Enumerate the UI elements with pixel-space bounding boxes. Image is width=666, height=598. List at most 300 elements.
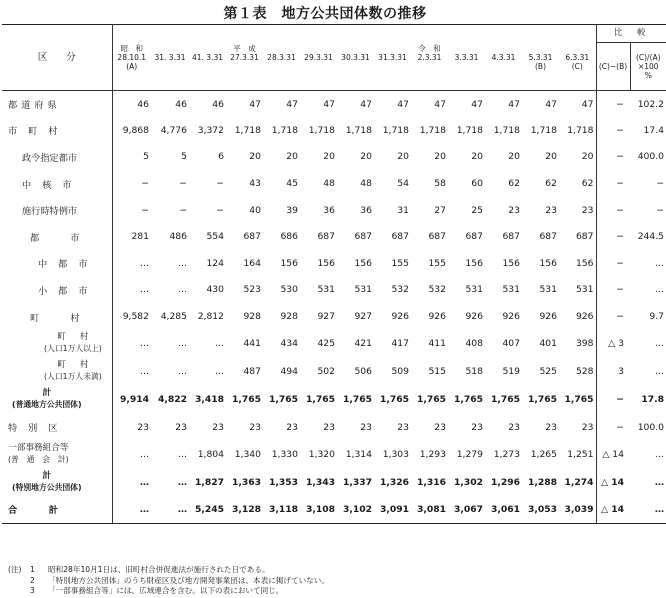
header-ratio [630, 43, 666, 91]
cell-value: 20 [545, 151, 557, 163]
cell-value: 3,081 [416, 503, 446, 515]
cell-value: 518 [465, 366, 483, 378]
cell-diff: − [616, 231, 624, 243]
header-date: 27.3.31 [230, 53, 259, 62]
cell-value: 20 [360, 151, 372, 163]
header-ratio-line: (C)/(A) [635, 53, 661, 62]
cell-value: 687 [428, 231, 446, 243]
row-label-sub: (普 通 会 計) [8, 454, 69, 464]
cell-value: 3,118 [268, 503, 298, 515]
cell-value: 46 [137, 98, 149, 110]
cell-value: 47 [471, 98, 483, 110]
footnote-text: 「特別地方公共団体」のうち財産区及び地方開発事業団は、本表に掲げていない。 [48, 575, 329, 585]
cell-value: … [139, 257, 149, 269]
header-date-col [337, 25, 374, 91]
header-date-col [411, 25, 448, 91]
cell-value: 4,285 [160, 311, 187, 323]
cell-value: 23 [434, 421, 446, 433]
cell-value: 47 [434, 98, 446, 110]
footnote-line [8, 565, 329, 576]
cell-value: 1,804 [197, 448, 224, 460]
cell-value: 2,812 [197, 311, 224, 323]
cell-diff: − [616, 394, 624, 406]
cell-value: 1,765 [379, 394, 409, 406]
cell-value: 23 [559, 197, 596, 224]
cell-value: 3,091 [379, 503, 409, 515]
cell-value: … [139, 448, 149, 460]
row-label-text: 小 都 市 [38, 285, 92, 297]
cell-diff: − [616, 257, 624, 269]
cell-diff: △ 14 [600, 476, 624, 488]
cell-value: 20 [323, 151, 335, 163]
table-row [2, 468, 666, 496]
cell-value: 1,718 [419, 124, 446, 136]
cell-value: … [177, 338, 187, 350]
cell-value: − [179, 178, 187, 190]
row-label-text: 中 都 市 [38, 259, 92, 271]
cell-value: 1,293 [419, 448, 446, 460]
cell-value: 1,302 [453, 476, 483, 488]
cell-value: 1,765 [453, 394, 483, 406]
cell-value: − [179, 204, 187, 216]
cell-value: 3,039 [559, 496, 596, 523]
cell-diff: − [616, 311, 624, 323]
header-date: 41. 3.31 [191, 53, 223, 62]
cell-value: 23 [397, 421, 409, 433]
cell-value: 3,102 [342, 503, 372, 515]
cell-ratio: 400.0 [637, 151, 665, 163]
cell-value: 54 [397, 178, 409, 190]
cell-value: … [139, 338, 149, 350]
cell-value: 515 [428, 366, 446, 378]
cell-value: 398 [559, 330, 596, 358]
cell-value: 20 [508, 151, 520, 163]
cell-value: 531 [465, 284, 483, 296]
cell-value: 20 [471, 151, 483, 163]
cell-value: 1,718 [234, 124, 261, 136]
table-row [2, 223, 666, 250]
cell-ratio: 100.0 [637, 421, 665, 433]
cell-value: 1,343 [305, 476, 335, 488]
cell-value: 23 [137, 421, 149, 433]
cell-value: … [214, 366, 224, 378]
cell-value: 5,245 [194, 503, 224, 515]
cell-value: 486 [169, 231, 187, 243]
cell-value: 48 [360, 178, 372, 190]
cell-value: 3,067 [453, 503, 483, 515]
row-label [2, 303, 112, 330]
cell-value: 502 [317, 366, 335, 378]
row-label [2, 440, 112, 468]
cell-value: 686 [280, 231, 298, 243]
table-row [2, 91, 666, 118]
header-era [151, 44, 189, 53]
cell-value: 31 [397, 204, 409, 216]
cell-value: 531 [559, 277, 596, 304]
header-era: 昭 和 [120, 44, 143, 53]
cell-value: 928 [280, 311, 298, 323]
header-date-col [112, 25, 151, 91]
cell-value: 124 [206, 257, 224, 269]
row-label-text: 施行時特例市 [22, 206, 78, 218]
cell-value: 532 [391, 284, 409, 296]
cell-value: 23 [545, 204, 557, 216]
cell-value: 20 [286, 151, 298, 163]
cell-value: 531 [354, 284, 372, 296]
cell-value: 531 [502, 284, 520, 296]
cell-value: 156 [502, 257, 520, 269]
row-label [2, 144, 112, 171]
cell-value: … [214, 338, 224, 350]
header-tag [448, 62, 485, 71]
header-kubun: 区 分 [2, 25, 112, 91]
row-label-sub: (人口1万人未満) [44, 372, 102, 382]
header-date: 3.3.31 [454, 53, 479, 62]
header-date: 30.3.31 [341, 53, 370, 62]
cell-value: 9,868 [122, 124, 149, 136]
cell-value: … [177, 503, 187, 515]
cell-value: 6 [218, 151, 224, 163]
cell-value: 4,776 [160, 124, 187, 136]
cell-value: 9,582 [122, 311, 149, 323]
footnote-text: 「一部事務組合等」には、広域連合を含む。以下の表において同じ。 [48, 586, 284, 595]
cell-value: 523 [243, 284, 261, 296]
cell-value: − [216, 204, 224, 216]
cell-value: 927 [317, 311, 335, 323]
row-label-main: 一部事務組合等 [8, 442, 69, 453]
cell-value: 1,718 [345, 124, 372, 136]
cell-value: 20 [249, 151, 261, 163]
cell-value: 525 [539, 366, 557, 378]
cell-value: 3,128 [231, 503, 261, 515]
cell-value: 509 [391, 366, 409, 378]
row-label [2, 386, 112, 414]
header-era [559, 44, 596, 53]
cell-value: 5 [143, 151, 149, 163]
cell-value: 62 [559, 170, 596, 197]
cell-value: 1,340 [234, 448, 261, 460]
cell-value: … [177, 366, 187, 378]
cell-value: 1,288 [527, 476, 557, 488]
header-tag: (B) [535, 62, 546, 71]
header-date-col [189, 25, 226, 91]
header-date-col [374, 25, 411, 91]
cell-value: 62 [508, 178, 520, 190]
page-title: 第１表 地方公共団体数の推移 [223, 6, 427, 22]
row-label [2, 330, 112, 358]
cell-value: 926 [559, 303, 596, 330]
cell-value: 47 [545, 98, 557, 110]
cell-value: 47 [559, 91, 596, 118]
header-tag [485, 62, 522, 71]
cell-value: 494 [280, 366, 298, 378]
footnote-number: 2 [30, 575, 35, 585]
cell-value: 156 [354, 257, 372, 269]
cell-value: 531 [539, 284, 557, 296]
cell-value: 47 [286, 98, 298, 110]
table-row [2, 197, 666, 224]
header-era [522, 44, 559, 53]
cell-value: 3,053 [527, 503, 557, 515]
cell-value: 532 [428, 284, 446, 296]
cell-value: 1,718 [559, 117, 596, 144]
cell-value: 155 [391, 257, 409, 269]
row-label [2, 197, 112, 224]
cell-value: 47 [360, 98, 372, 110]
cell-value: … [177, 257, 187, 269]
cell-value: 1,718 [308, 124, 335, 136]
row-label-text: 特 別 区 [8, 423, 62, 435]
cell-value: 411 [428, 338, 446, 350]
cell-value: 156 [280, 257, 298, 269]
cell-value: 1,718 [493, 124, 520, 136]
cell-value: 687 [559, 223, 596, 250]
cell-value: 39 [286, 204, 298, 216]
cell-value: 47 [323, 98, 335, 110]
table-row [2, 250, 666, 277]
cell-value: 48 [323, 178, 335, 190]
row-label [2, 250, 112, 277]
row-label-text: 都 市 [30, 232, 84, 244]
municipality-count-table [2, 24, 666, 524]
cell-value: 531 [317, 284, 335, 296]
row-label-main: 計 [42, 470, 52, 481]
cell-ratio: 17.8 [641, 394, 665, 406]
cell-value: 687 [539, 231, 557, 243]
header-tag: (A) [126, 62, 138, 71]
header-tag: (C) [571, 62, 583, 71]
cell-value: … [177, 448, 187, 460]
cell-value: 23 [471, 421, 483, 433]
cell-value: … [139, 366, 149, 378]
cell-value: 530 [280, 284, 298, 296]
cell-diff: − [616, 124, 624, 136]
cell-diff: △ 3 [608, 338, 624, 350]
table-row [2, 496, 666, 523]
row-label-text: 市 町 村 [8, 126, 62, 138]
header-tag [263, 62, 300, 71]
row-label-text: 合 計 [8, 505, 62, 517]
footnote-number: 3 [30, 586, 35, 595]
cell-value: 23 [508, 421, 520, 433]
cell-value: 1,765 [305, 394, 335, 406]
cell-value: 20 [434, 151, 446, 163]
cell-value: … [177, 284, 187, 296]
cell-value: 5 [181, 151, 187, 163]
header-era [300, 44, 337, 53]
row-label-text: 町 村 [30, 312, 84, 324]
cell-value: 1,363 [231, 476, 261, 488]
cell-value: 23 [508, 204, 520, 216]
cell-value: 1,827 [194, 476, 224, 488]
cell-value: 1,718 [530, 124, 557, 136]
cell-value: 554 [206, 231, 224, 243]
cell-value: 687 [465, 231, 483, 243]
cell-value: 687 [354, 231, 372, 243]
cell-value: 156 [539, 257, 557, 269]
cell-value: 1,718 [456, 124, 483, 136]
cell-ratio: … [654, 366, 665, 378]
cell-value: 40 [249, 204, 261, 216]
cell-value: 36 [323, 204, 335, 216]
cell-value: 926 [428, 311, 446, 323]
cell-value: 62 [545, 178, 557, 190]
cell-value: 58 [434, 178, 446, 190]
header-date: 5.3.31 [528, 53, 553, 62]
table-body [2, 91, 666, 524]
cell-value: 1,765 [268, 394, 298, 406]
table-row [2, 414, 666, 441]
cell-value: 1,303 [382, 448, 409, 460]
cell-value: 425 [317, 338, 335, 350]
cell-value: 156 [465, 257, 483, 269]
cell-value: 1,251 [559, 440, 596, 468]
cell-diff: △ 14 [600, 503, 624, 515]
row-label [2, 414, 112, 441]
cell-ratio: … [654, 284, 665, 296]
cell-value: 401 [539, 338, 557, 350]
header-date-col [151, 25, 189, 91]
cell-value: 60 [471, 178, 483, 190]
cell-value: 47 [508, 98, 520, 110]
cell-value: 9,914 [119, 394, 149, 406]
cell-value: 1,353 [268, 476, 298, 488]
cell-value: − [141, 204, 149, 216]
cell-value: 687 [502, 231, 520, 243]
cell-value: 4,822 [157, 394, 187, 406]
cell-value: 1,314 [345, 448, 372, 460]
cell-ratio: … [654, 503, 665, 515]
header-ratio-line: % [644, 71, 652, 80]
header-era [374, 44, 411, 53]
footnote-line [8, 576, 329, 587]
cell-value: 23 [360, 421, 372, 433]
header-era: 令 和 [418, 44, 441, 53]
row-label-text: 政令指定都市 [22, 152, 78, 164]
footnote-prefix: (注) [8, 565, 22, 574]
cell-value: 1,316 [416, 476, 446, 488]
cell-diff: − [616, 151, 624, 163]
table-row [2, 386, 666, 414]
footnote-number: 1 [30, 565, 35, 574]
row-label [2, 277, 112, 304]
row-label-sub: (普通地方公共団体) [12, 400, 82, 410]
cell-value: 36 [360, 204, 372, 216]
row-label [2, 91, 112, 118]
header-date: 28.3.31 [267, 53, 296, 62]
header-tag [300, 62, 337, 71]
header-era: 平 成 [233, 44, 256, 53]
table-row [2, 330, 666, 358]
cell-value: 23 [212, 421, 224, 433]
cell-value: … [139, 476, 149, 488]
cell-value: 156 [317, 257, 335, 269]
cell-value: 45 [286, 178, 298, 190]
table-row [2, 277, 666, 304]
header-date-col [300, 25, 337, 91]
header-date-col [522, 25, 559, 91]
cell-value: 25 [471, 204, 483, 216]
cell-value: 687 [317, 231, 335, 243]
cell-value: … [139, 284, 149, 296]
row-label [2, 170, 112, 197]
cell-value: 928 [243, 311, 261, 323]
cell-value: 20 [397, 151, 409, 163]
cell-ratio: … [654, 476, 665, 488]
row-label-main: 町 村 [57, 332, 89, 343]
cell-value: 687 [243, 231, 261, 243]
cell-value: 1,296 [490, 476, 520, 488]
cell-value: 156 [559, 250, 596, 277]
cell-value: 1,320 [308, 448, 335, 460]
cell-ratio: − [656, 204, 665, 216]
cell-value: 1,718 [382, 124, 409, 136]
cell-value: 1,326 [379, 476, 409, 488]
cell-value: 43 [249, 178, 261, 190]
header-era [337, 44, 374, 53]
header-date: 31.3.31 [378, 53, 407, 62]
cell-ratio: 9.7 [649, 311, 665, 323]
header-tag [374, 62, 411, 71]
cell-value: 687 [391, 231, 409, 243]
row-label-sub: (特別地方公共団体) [12, 482, 82, 492]
header-tag [151, 62, 189, 71]
footnote-text: 昭和28年10月1日は、旧町村合併促進法が施行された日である。 [48, 565, 270, 574]
cell-value: 3,372 [197, 124, 224, 136]
cell-value: 926 [539, 311, 557, 323]
row-label [2, 496, 112, 523]
row-label-sub: (人口1万人以上) [44, 344, 102, 354]
cell-value: 519 [502, 366, 520, 378]
header-date: 29.3.31 [304, 53, 333, 62]
cell-value: 528 [559, 358, 596, 386]
header-date: 6.3.31 [565, 53, 590, 62]
header-date-col [448, 25, 485, 91]
header-date-col [226, 25, 263, 91]
cell-diff: − [616, 178, 624, 190]
cell-value: 164 [243, 257, 261, 269]
row-label [2, 468, 112, 496]
cell-value: 1,274 [559, 468, 596, 496]
cell-ratio: … [654, 338, 665, 350]
cell-value: 23 [286, 421, 298, 433]
cell-value: 1,330 [271, 448, 298, 460]
header-ratio-line: ×100 [637, 62, 659, 71]
cell-value: 27 [434, 204, 446, 216]
table-row [2, 440, 666, 468]
header-comparison: 比 較 [596, 25, 666, 43]
cell-value: 926 [391, 311, 409, 323]
cell-value: 506 [354, 366, 372, 378]
row-label [2, 223, 112, 250]
table-row [2, 144, 666, 171]
header-tag [411, 62, 448, 71]
cell-value: 47 [249, 98, 261, 110]
cell-value: 927 [354, 311, 372, 323]
table-row [2, 170, 666, 197]
cell-ratio: 244.5 [637, 231, 665, 243]
cell-value: 1,765 [342, 394, 372, 406]
cell-value: 1,765 [416, 394, 446, 406]
cell-value: 487 [243, 366, 261, 378]
cell-value: 1,337 [342, 476, 372, 488]
cell-value: 47 [397, 98, 409, 110]
cell-value: 926 [465, 311, 483, 323]
cell-value: 1,279 [456, 448, 483, 460]
cell-value: − [141, 178, 149, 190]
table-row [2, 117, 666, 144]
header-era [263, 44, 300, 53]
